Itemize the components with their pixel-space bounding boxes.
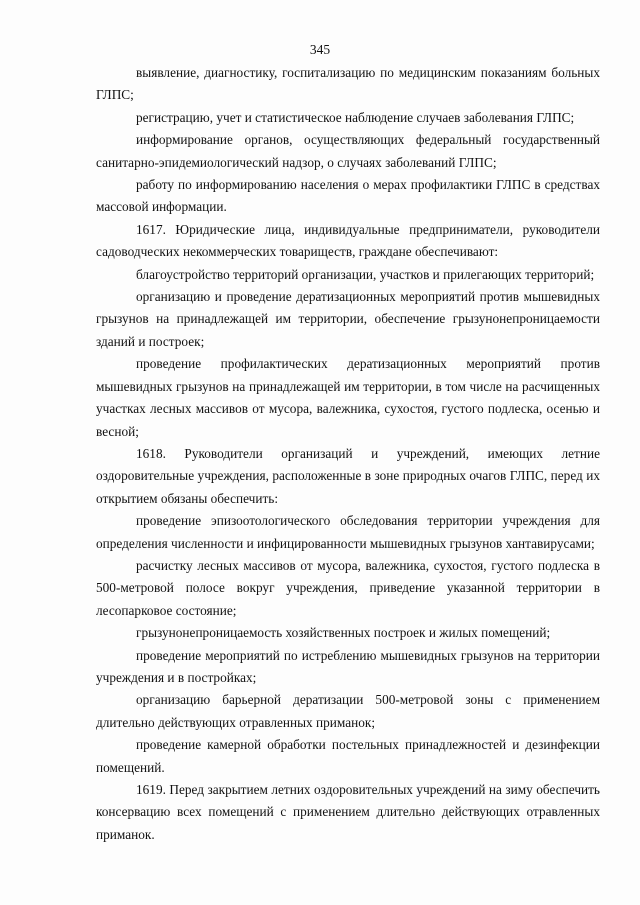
paragraph: проведение профилактических дератизационных мероприятий против мышевидных грызунов на принадлежащей им территории, в том числе на расчищенных участках лесных массивов от мусора, валежника, сухостоя, густого подлеска, осенью и весной; <box>96 356 600 439</box>
paragraph: информирование органов, осуществляющих федеральный государственный санитарно-эпидемиологический надзор, о случаях заболеваний ГЛПС; <box>96 132 600 170</box>
paragraph: регистрацию, учет и статистическое наблюдение случаев заболевания ГЛПС; <box>136 109 575 125</box>
paragraph-1619: 1619. Перед закрытием летних оздоровительных учреждений на зиму обеспечить консервацию всех помещений с применением длительно действующих отравленных приманок. <box>96 782 600 842</box>
paragraph: проведение мероприятий по истреблению мышевидных грызунов на территории учреждения и в постройках; <box>96 647 600 685</box>
paragraph: проведение камерной обработки постельных принадлежностей и дезинфекции помещений. <box>96 737 600 775</box>
paragraph: проведение эпизоотологического обследования территории учреждения для определения численности и инфицированности мышевидных грызунов хантавирусами; <box>96 513 600 551</box>
paragraph: благоустройство территорий организации, участков и прилегающих территорий; <box>136 266 595 282</box>
paragraph-1618: 1618. Руководители организаций и учреждений, имеющих летние оздоровительные учреждения, расположенные в зоне природных очагов ГЛПС, перед их открытием обязаны обеспечить: <box>96 445 600 506</box>
paragraph: работу по информированию населения о мерах профилактики ГЛПС в средствах массовой информации. <box>96 177 600 215</box>
page-number: 345 <box>309 42 331 57</box>
paragraph-1617: 1617. Юридические лица, индивидуальные предприниматели, руководители садоводческих некоммерческих товариществ, граждане обеспечивают: <box>96 221 600 260</box>
paragraph: выявление, диагностику, госпитализацию по медицинским показаниям больных ГЛПС; <box>96 65 600 103</box>
paragraph: организацию и проведение дератизационных мероприятий против мышевидных грызунов на принадлежащей им территории, обеспечение грызунонепроницаемости зданий и построек; <box>96 289 600 349</box>
paragraph: расчистку лесных массивов от мусора, валежника, сухостоя, густого подлеска в 500-метровой полосе вокруг учреждения, приведение указанной территории в лесопарковое состояние; <box>96 557 600 618</box>
document-body <box>96 62 600 846</box>
paragraph: грызунонепроницаемость хозяйственных построек и жилых помещений; <box>136 625 551 641</box>
paragraph: организацию барьерной дератизации 500-метровой зоны с применением длительно действующих отравленных приманок; <box>96 692 600 730</box>
